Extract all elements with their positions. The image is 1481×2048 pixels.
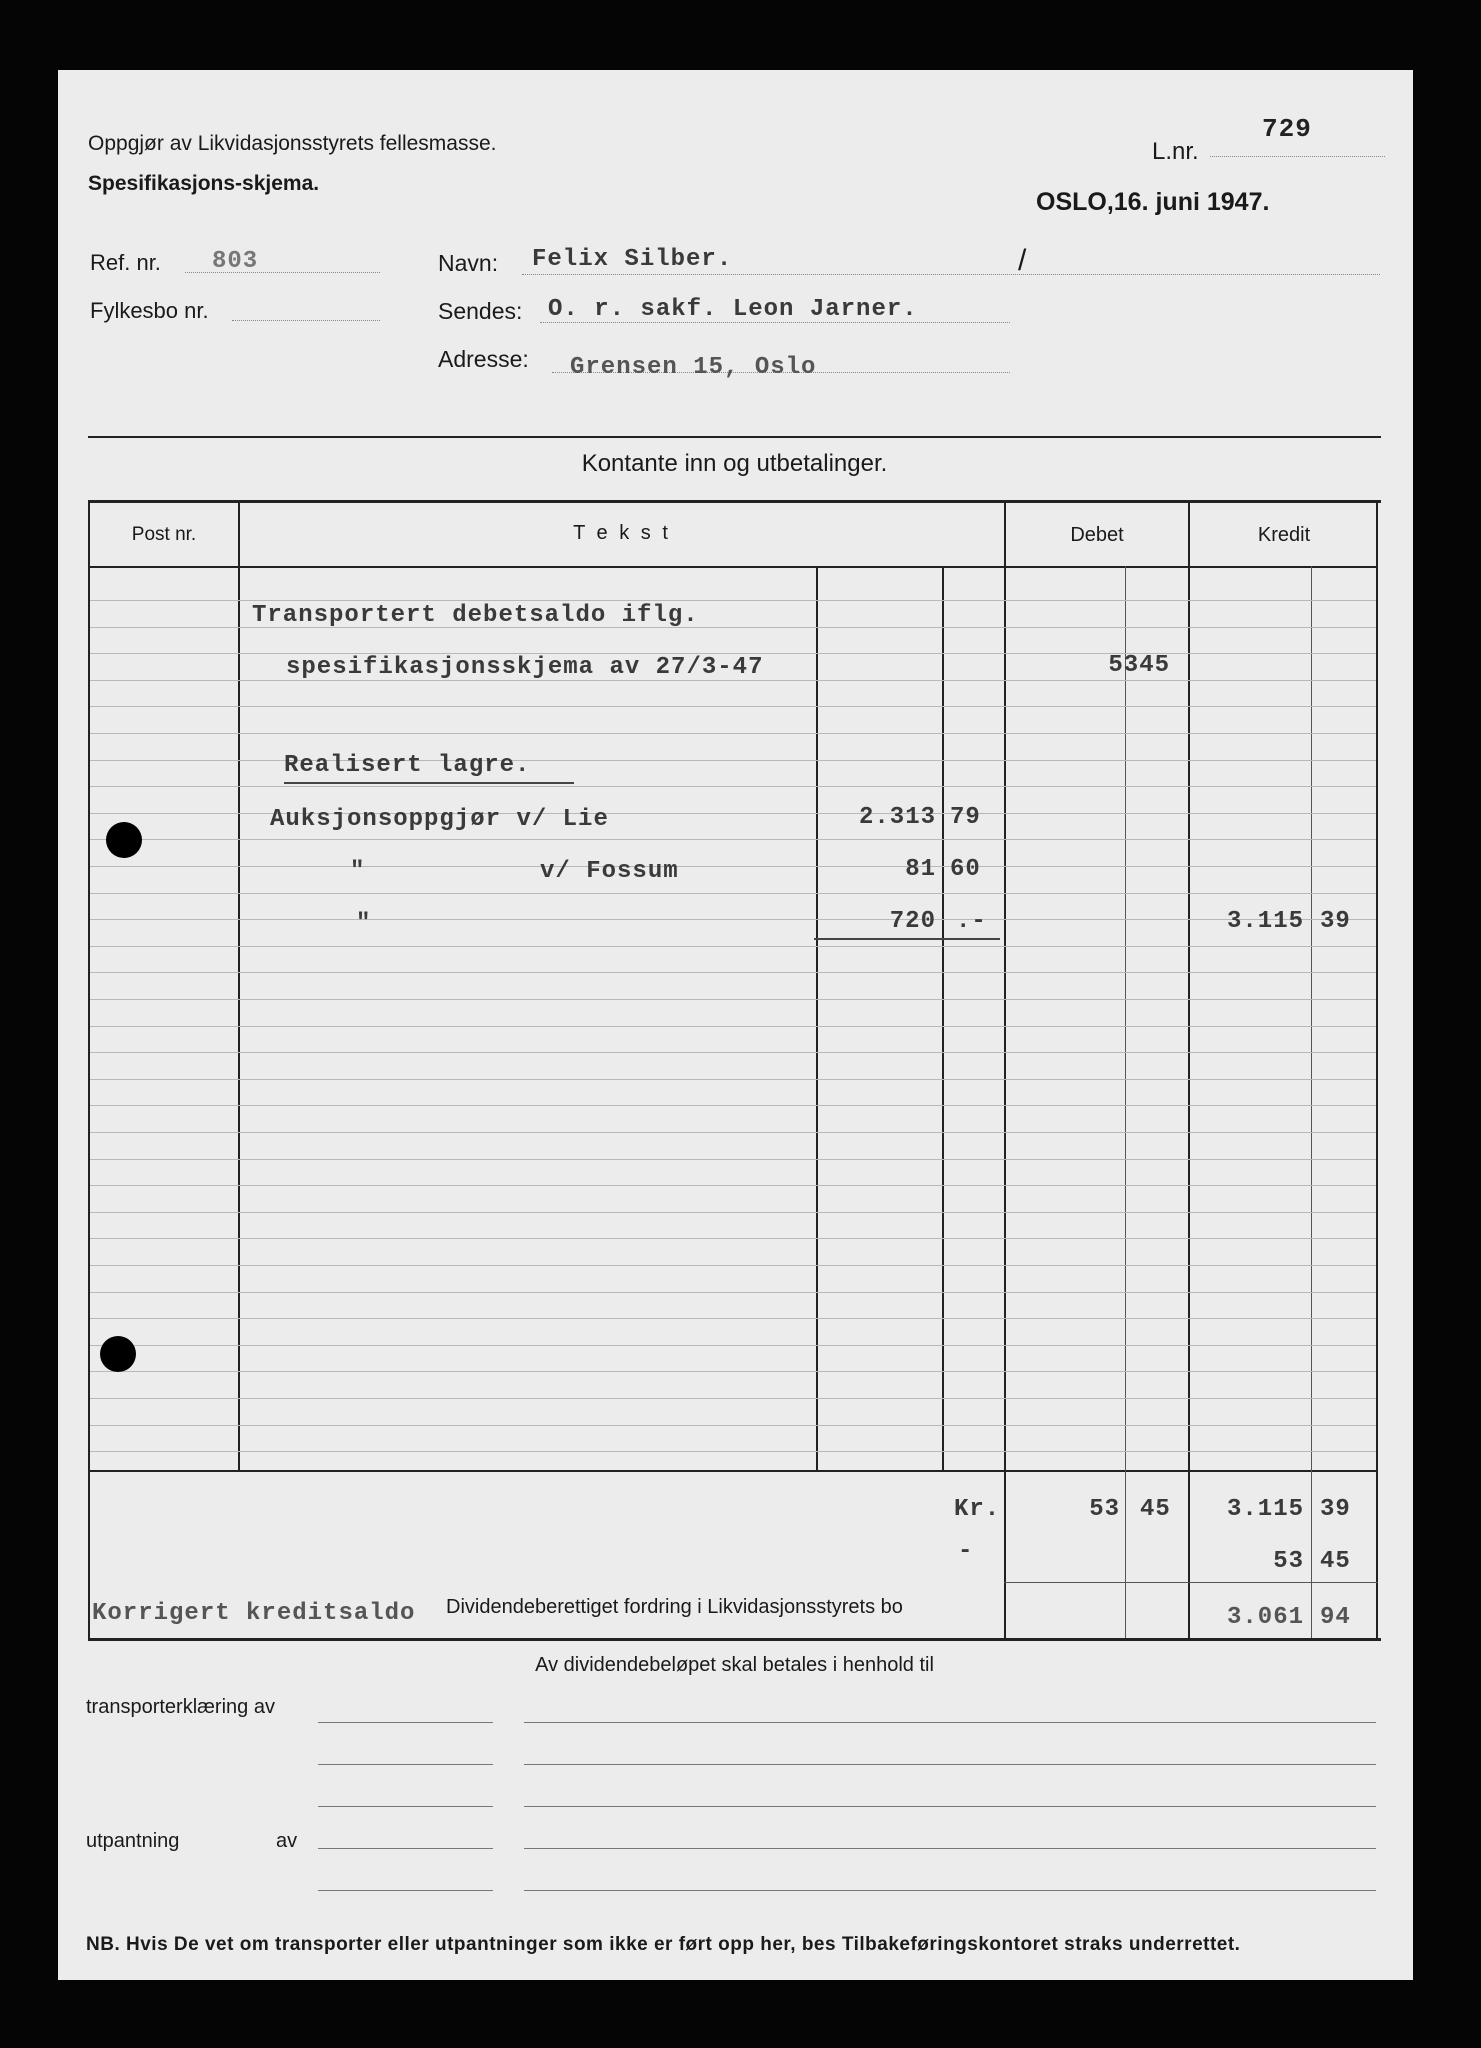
payment-line [524,1890,1376,1891]
kredit-col-border [1188,500,1190,1640]
lnr-line [1210,156,1385,157]
ruled-line [90,1345,1376,1346]
payment-line [318,1890,493,1891]
table-left-border [88,500,90,1640]
ruled-line [90,866,1376,867]
totals-minus-ore: 45 [1320,1548,1351,1575]
entry-line-2: spesifikasjonsskjema av 27/3-47 [286,654,764,681]
ruled-line [90,893,1376,894]
ruled-line [90,1371,1376,1372]
form-title: Oppgjør av Likvidasjonsstyrets fellesmasse. [88,132,497,155]
table-right-border [1376,500,1378,1640]
entry-line-3: Realisert lagre. [284,752,531,779]
ruled-line [90,1451,1376,1452]
entry-ditto-5: " [350,858,366,885]
payment-line [524,1764,1376,1765]
ruled-line [90,1026,1376,1027]
navn-value: Felix Silber. [532,246,733,273]
post-col-border [238,500,240,1470]
fylkesbo-label: Fylkesbo nr. [90,298,209,323]
result-typed-label: Korrigert kreditsaldo [92,1600,416,1627]
kredit-ore-border [1311,566,1312,1638]
result-rule [1004,1582,1378,1583]
ruled-line [90,786,1376,787]
ruled-line [90,1132,1376,1133]
fylkesbo-line [232,320,380,321]
totals-minus-kr: 53 [1273,1548,1304,1575]
form-subtitle: Spesifikasjons-skjema. [88,172,320,195]
ruled-line [90,999,1376,1000]
entry-ore-4: 79 [950,804,981,831]
payment-line [318,1722,493,1723]
ruled-line [90,1398,1376,1399]
ruled-line [90,760,1376,761]
entry-kredit-ore-6: 39 [1320,908,1351,935]
debet-ore-border [1125,566,1126,1638]
punch-hole-top [106,822,142,858]
entry-debet-1: 5345 [1108,652,1170,679]
section-top-rule [88,436,1381,438]
utpantning-label: utpantning [86,1830,180,1852]
payment-line [318,1806,493,1807]
ruled-line [90,946,1376,947]
section-title: Kontante inn og utbetalinger. [581,450,888,477]
ruled-line [90,919,1376,920]
adresse-label: Adresse: [438,346,529,372]
ruled-line [90,1159,1376,1160]
ref-value: 803 [212,248,259,275]
header-debet: Debet [1070,524,1124,546]
result-kredit-ore: 94 [1320,1604,1351,1631]
place-date: OSLO,16. juni 1947. [1036,188,1270,216]
entry-ore-6: .- [956,908,987,935]
ruled-line [90,1185,1376,1186]
totals-debet-ore: 45 [1140,1496,1171,1523]
punch-hole-bottom [100,1336,136,1372]
header-post: Post nr. [131,524,197,545]
ruled-line [90,1265,1376,1266]
ref-label: Ref. nr. [90,250,161,275]
navn-mark: / [1018,244,1027,277]
ruled-line [90,733,1376,734]
payment-title: Av dividendebeløpet skal betales i henhold til [535,1654,934,1676]
ruled-line [90,1425,1376,1426]
ore-col-border [942,566,944,1470]
entry-kr-5: 81 [905,856,936,883]
entry-ore-5: 60 [950,856,981,883]
ruled-line [90,1052,1376,1053]
ruled-line [90,706,1376,707]
sendes-label: Sendes: [438,298,523,324]
debet-col-border [1004,500,1006,1640]
ruled-line [90,1105,1376,1106]
entry-ditto-6: " [356,910,372,937]
utpantning-av-label: av [276,1830,298,1852]
ruled-line [90,839,1376,840]
lnr-value: 729 [1262,114,1312,144]
entry-line-1: Transportert debetsaldo iflg. [252,602,699,629]
payment-line [318,1848,493,1849]
totals-kredit-kr: 3.115 [1226,1496,1304,1523]
ruled-line [90,1079,1376,1080]
totals-kr-label: Kr. [954,1496,1001,1523]
ruled-line [90,600,1376,601]
sendes-value: O. r. sakf. Leon Jarner. [548,296,918,323]
header-kredit: Kredit [1257,524,1311,546]
entry-kr-6: 720 [889,908,936,935]
transport-label: transporterklæring av [86,1696,275,1718]
ruled-line [90,1238,1376,1239]
adresse-value: Grensen 15, Oslo [570,354,817,381]
entry-kr-4: 2.313 [858,804,936,831]
result-printed-label: Dividendeberettiget fordring i Likvidasjonsstyrets bo [446,1596,903,1618]
table-body-bottom [88,1470,1378,1472]
totals-kredit-ore: 39 [1320,1496,1351,1523]
ruled-line [90,1212,1376,1213]
payment-line [524,1722,1376,1723]
totals-debet-kr: 53 [1089,1496,1120,1523]
lnr-label: L.nr. [1152,138,1199,165]
payment-line [524,1806,1376,1807]
ruled-line [90,1292,1376,1293]
payment-line [318,1764,493,1765]
ruled-line [90,1318,1376,1319]
entry-line-3-underline [284,782,574,784]
table-header-border [88,566,1378,568]
payment-line [524,1848,1376,1849]
navn-line [522,274,1380,275]
totals-minus: - [958,1538,974,1565]
entry-line-5: v/ Fossum [540,858,679,885]
header-tekst: T e k s t [573,522,671,544]
entry-line-4: Auksjonsoppgjør v/ Lie [270,806,609,833]
result-kredit-kr: 3.061 [1226,1604,1304,1631]
subtotal-underline [814,938,1000,940]
entry-kredit-kr-6: 3.115 [1226,908,1304,935]
ruled-line [90,972,1376,973]
footer-note: NB. Hvis De vet om transporter eller utpantninger som ikke er ført opp her, bes Tilbakeføringskontoret straks underrettet. [86,1934,1241,1955]
navn-label: Navn: [438,250,499,276]
kr-col-border [816,566,818,1470]
